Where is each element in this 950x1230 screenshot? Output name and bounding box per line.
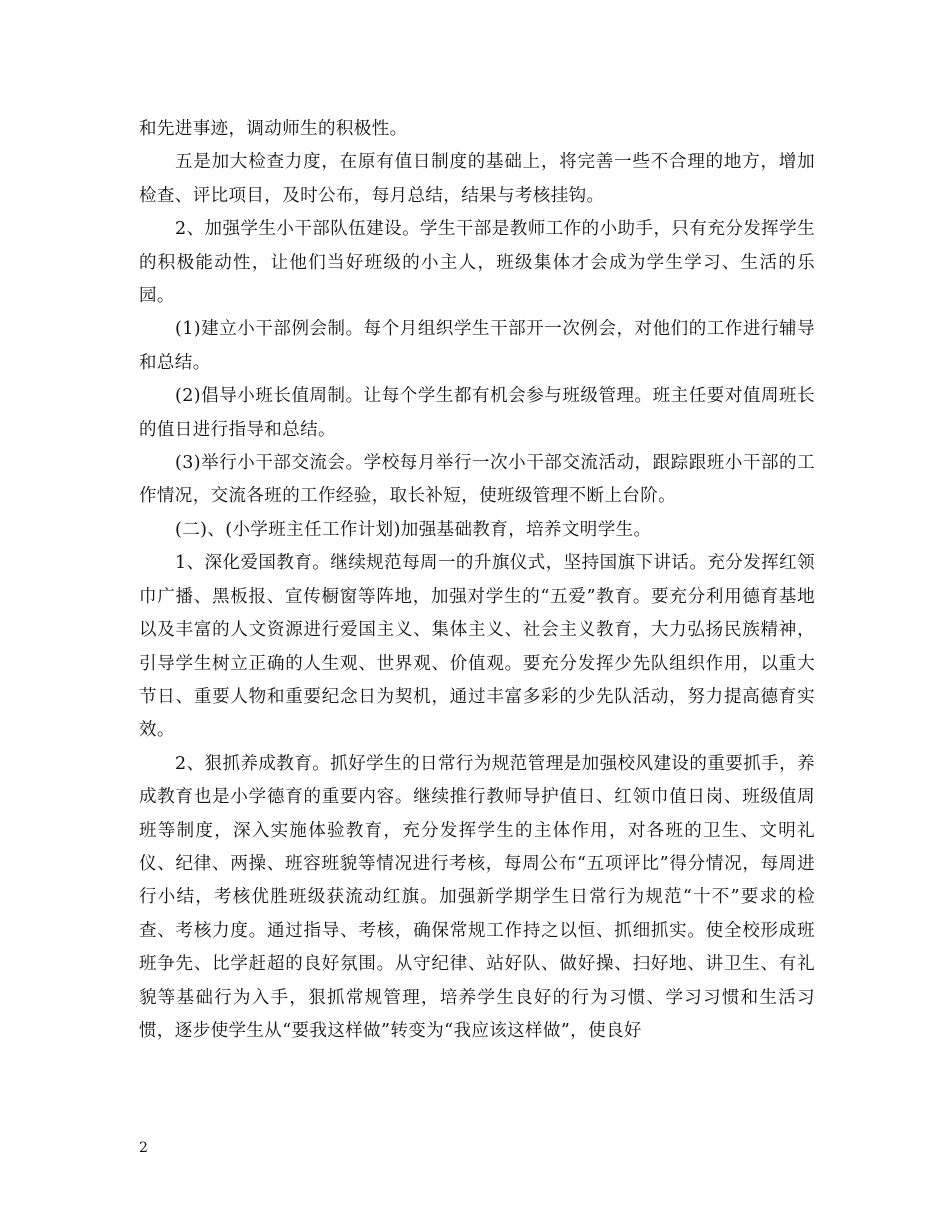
- page-number: 2: [139, 1140, 148, 1156]
- paragraph-1: 和先进事迹，调动师生的积极性。: [139, 119, 408, 139]
- paragraph-2: 五是加大检查力度，在原有值日制度的基础上，将完善一些不合理的地方，增加检查、评比项目，及时公布，每月总结，结果与考核挂钩。: [139, 152, 815, 206]
- paragraph-5: (2)倡导小班长值周制。让每个学生都有机会参与班级管理。班主任要对值周班长的值日进行指导和总结。: [139, 386, 815, 440]
- paragraph-8: 1、深化爱国教育。继续规范每周一的升旗仪式，坚持国旗下讲话。充分发挥红领巾广播、黑板报、宣传橱窗等阵地，加强对学生的“五爱”教育。要充分利用德育基地以及丰富的人文资源进行爱国主义、集体主义、社会主义教育，大力弘扬民族精神，引导学生树立正确的人生观、世界观、价值观。要充分发挥少先队组织作用，以重大节日、重要人物和重要纪念日为契机，通过丰富多彩的少先队活动，努力提高德育实效。: [139, 553, 815, 741]
- paragraph-4: (1)建立小干部例会制。每个月组织学生干部开一次例会，对他们的工作进行辅导和总结。: [139, 319, 815, 373]
- document-body: [139, 113, 815, 1048]
- paragraph-6: (3)举行小干部交流会。学校每月举行一次小干部交流活动，跟踪跟班小干部的工作情况，交流各班的工作经验，取长补短，使班级管理不断上台阶。: [139, 453, 815, 507]
- paragraph-9: 2、狠抓养成教育。抓好学生的日常行为规范管理是加强校风建设的重要抓手，养成教育也是小学德育的重要内容。继续推行教师导护值日、红领巾值日岗、班级值周班等制度，深入实施体验教育，充分发挥学生的主体作用，对各班的卫生、文明礼仪、纪律、两操、班容班貌等情况进行考核，每周公布“五项评比”得分情况，每周进行小结，考核优胜班级获流动红旗。加强新学期学生日常行为规范“十不”要求的检查、考核力度。通过指导、考核，确保常规工作持之以恒、抓细抓实。使全校形成班班争先、比学赶超的良好氛围。从守纪律、站好队、做好操、扫好地、讲卫生、有礼貌等基础行为入手，狠抓常规管理，培养学生良好的行为习惯、学习习惯和生活习惯，逐步使学生从“要我这样做”转变为“我应该这样做”，使良好: [139, 753, 815, 1041]
- paragraph-7: (二)、(小学班主任工作计划)加强基础教育，培养文明学生。: [175, 519, 652, 540]
- paragraph-3: 2、加强学生小干部队伍建设。学生干部是教师工作的小助手，只有充分发挥学生的积极能动性，让他们当好班级的小主人，班级集体才会成为学生学习、生活的乐园。: [139, 219, 815, 307]
